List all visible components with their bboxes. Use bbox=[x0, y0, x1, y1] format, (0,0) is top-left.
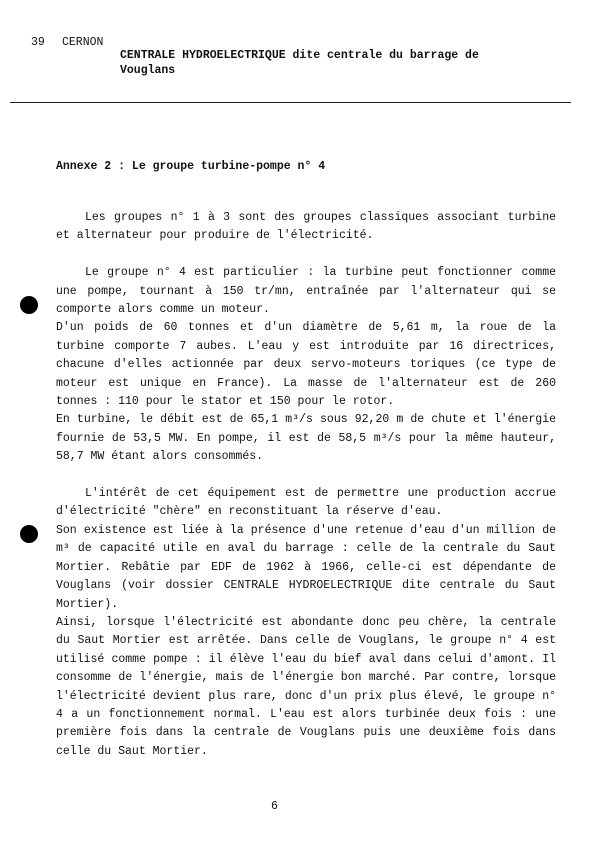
paragraph-1: Les groupes n° 1 à 3 sont des groupes classiques associant turbine et alternateur pour produire de l'électricité. bbox=[56, 211, 556, 243]
bullet-mark-1 bbox=[20, 296, 38, 314]
bullet-mark-2 bbox=[20, 525, 38, 543]
paragraph-3b: Son existence est liée à la présence d'une retenue d'eau d'un million de m³ de capacité utile en aval du barrage : celle de la centrale du Saut Mortier. Rebâtie par EDF de 1962 à 1966, celle-ci est dépendante de Vouglans (voir dossier CENTRALE HYDROELECTRIQUE dite centrale du Saut Mortier). bbox=[56, 523, 556, 611]
header-number: 39 bbox=[31, 36, 45, 49]
header-org: CERNON bbox=[62, 36, 104, 49]
paragraph-2c: En turbine, le débit est de 65,1 m³/s sous 92,20 m de chute et l'énergie fournie de 53,5 MW. En pompe, il est de 58,5 m³/s pour la même hauteur, 58,7 MW étant alors consommés. bbox=[56, 413, 556, 464]
annex-title: Annexe 2 : Le groupe turbine-pompe n° 4 bbox=[56, 160, 326, 173]
header-divider bbox=[10, 102, 571, 103]
document-title: CENTRALE HYDROELECTRIQUE dite centrale du barrage de Vouglans bbox=[120, 49, 479, 77]
paragraph-3c: Ainsi, lorsque l'électricité est abondante donc peu chère, la centrale du Saut Mortier est arrêtée. Dans celle de Vouglans, le groupe n° 4 est utilisé comme pompe : il élève l'eau du bief aval dans celui d'amont. Il consomme de l'énergie, mais de l'énergie bon marché. Par contre, lorsque l'électricité devient plus rare, donc d'un prix plus élevé, le groupe n° 4 a un fonctionnement normal. L'eau est alors turbinée deux fois : une première fois dans la centrale de Vouglans puis une deuxième fois dans celle du Saut Mortier. bbox=[56, 615, 556, 758]
page-number: 6 bbox=[271, 800, 278, 813]
paragraph-2b: D'un poids de 60 tonnes et d'un diamètre de 5,61 m, la roue de la turbine comporte 7 aubes. L'eau y est introduite par 16 directrices, chacune d'elles actionnée par deux servo-moteurs toriques (ce type de moteur est unique en France). La masse de l'alternateur est de 260 tonnes : 110 pour le stator et 150 pour le rotor. bbox=[56, 321, 556, 409]
paragraph-2a: Le groupe n° 4 est particulier : la turbine peut fonctionner comme une pompe, tournant à 150 tr/mn, entraînée par l'alternateur qui se comporte alors comme un moteur. bbox=[56, 266, 556, 317]
document-body bbox=[56, 209, 556, 761]
paragraph-3a: L'intérêt de cet équipement est de permettre une production accrue d'électricité "chère" en reconstituant la réserve d'eau. bbox=[56, 487, 556, 519]
